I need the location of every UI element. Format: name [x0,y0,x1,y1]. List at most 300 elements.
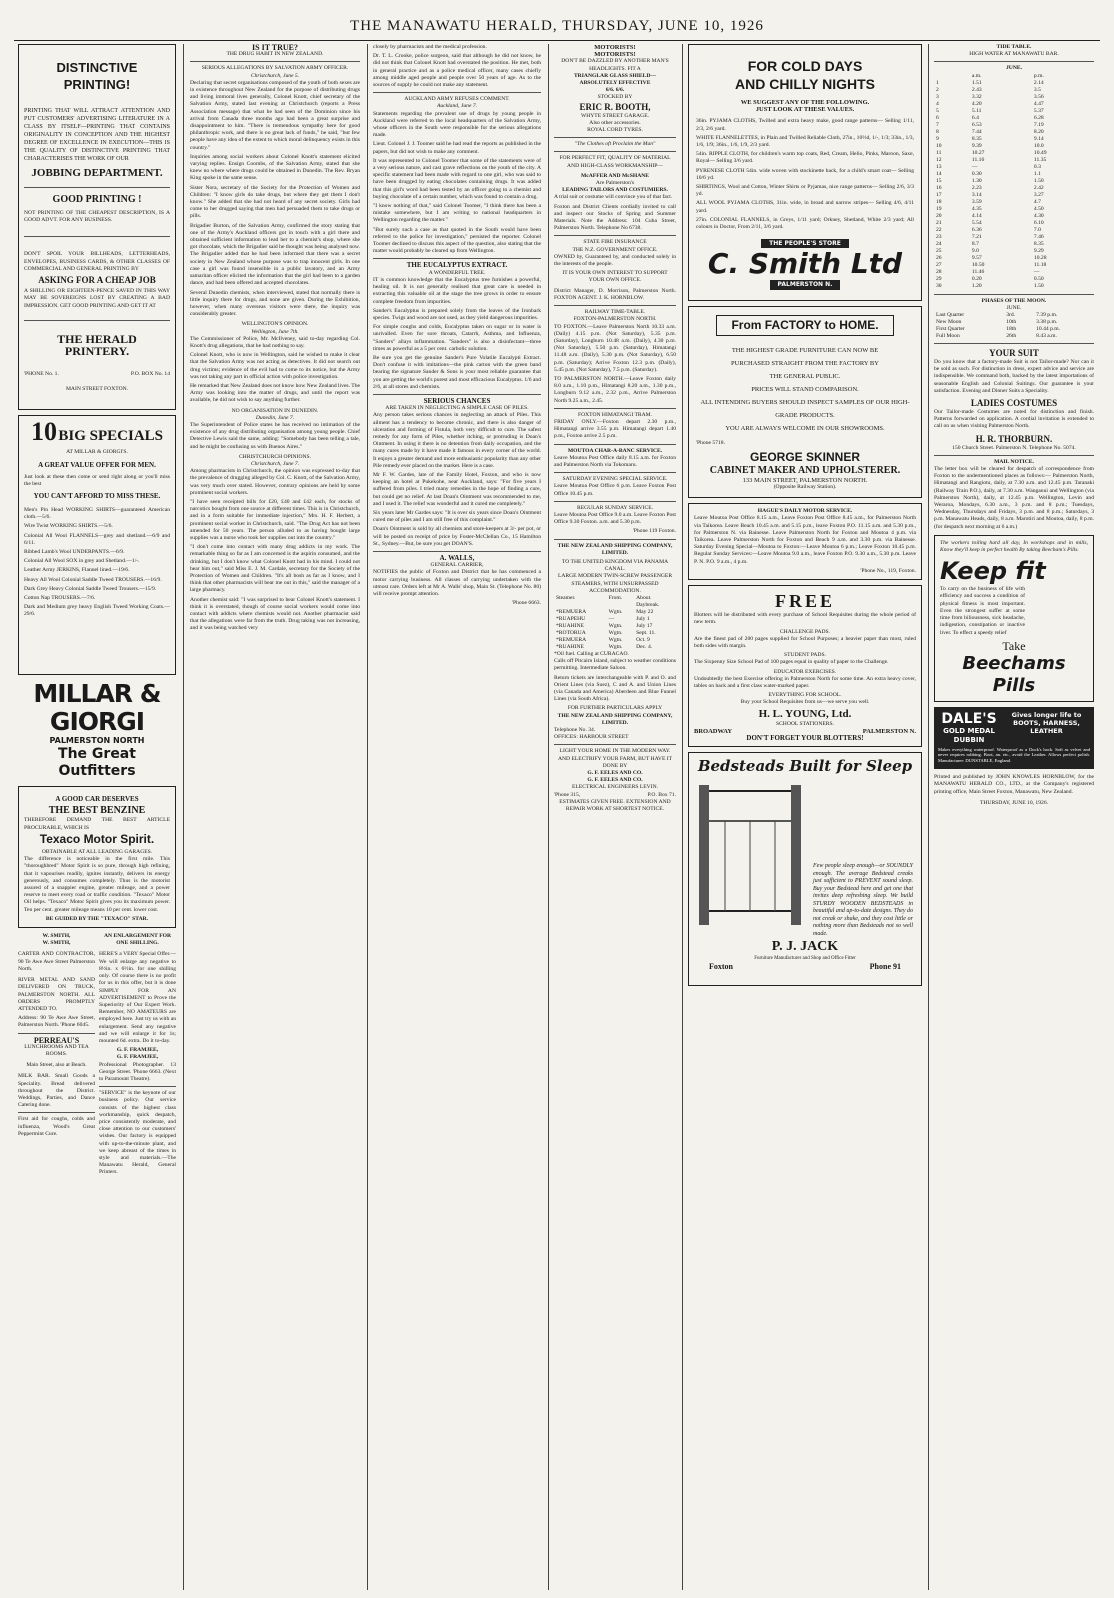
ad-heading: THE BEST BENZINE [48,805,146,817]
table-row [934,185,1094,192]
bedsteads-ad [688,752,922,986]
table-cell: 7 [936,121,939,128]
table-row [934,248,1094,255]
ad-text: FOXTON-PALMERSTON NORTH. [573,316,657,323]
ad-title: GEORGE SKINNER [749,449,860,464]
table-cell: 30 [936,282,942,289]
table-cell: 4.7 [1033,198,1041,205]
ad-text: Makes everything waterproof. Waterproof as a Duck's back. Soft as velvet and never requires rubbing. Boot, an. etc., avoid the Leather. Allows perfect polish. Manufacturer: DUNSTABLE, England. [938,746,1090,763]
table-cell: 2.43 [971,86,982,93]
address-right: PALMERSTON N. [862,727,916,735]
column-header: From. [608,595,623,601]
list-item: Heavy All Wool Colonial Saddle Tweed TROUSERS.—16/9. [24,576,162,583]
article-paragraph: Six years later Mr Gardes says: "It is over six years since Doan's Ointment cured me of piles and I am still free of this complaint." [373,509,541,524]
section-heading: PHASES OF THE MOON. [981,297,1047,304]
contact-row [554,792,676,799]
article-paragraph: Another chemist said: "I was surprised to hear Colonel Knott's statement. I think it is overstated, though of course social workers would come into contact with addicts where chemists would not. Another pharmacist said that the allegations were far from the truth. Drug taking was not increasing, and it was being watched very [190,596,360,632]
table-cell: 10.28 [1033,254,1047,261]
table-cell: 0.30 [971,170,982,177]
table-row [934,192,1094,199]
table-cell: 23 [936,233,942,240]
ad-heading: DON'T FORGET YOUR BLOTTERS! [746,733,864,742]
table-row [934,312,1094,319]
ad-text: ELECTRICAL ENGINEERS LEVIN. [571,784,659,791]
article-paragraph: "I know nothing of that," said Colonel Toomer, "I think there has been a mistake somewhere, but I am writing to national headquarters in Wellington regarding the matter." [373,203,541,224]
table-cell: 6.10 [1033,219,1044,226]
moon-table [934,312,1094,340]
table-cell: 7.0 [1033,226,1041,233]
dales-ad [934,707,1094,770]
table-cell: 11.46 [971,268,985,275]
table-cell: 3.38 p.m. [1036,319,1058,326]
article-body [373,111,541,256]
specials-title: BIG SPECIALS [58,428,164,445]
list-item: Wire Twist WORKING SHIRTS.—5/6. [24,523,113,530]
ad-title: LADIES COSTUMES [970,398,1058,409]
ad-text: 'Phone 6663. [512,600,541,607]
street-text: MAIN STREET FOXTON. [65,386,129,393]
table-row [934,108,1094,115]
ad-text: Telephone No. 34. [554,727,596,734]
table-cell: 0.3 [1033,163,1041,170]
table-row [934,220,1094,227]
table-cell: 1.30 [971,177,982,184]
table-row [554,602,676,609]
table-row [934,206,1094,213]
table-cell: 5.54 [971,219,982,226]
table-cell: 9.39 [971,142,982,149]
list-item: Leather Army JERKINS, Flannel lined.—19/6. [24,567,130,574]
ad-heading: HAGUE'S DAILY MOTOR SERVICE. [757,508,853,515]
ad-heading: AN ENLARGEMENT FOR ONE SHILLING. [103,933,172,947]
table-row [934,255,1094,262]
ad-heading: MOUTOA CHAR-A-BANC SERVICE. [567,447,663,454]
table-header [554,595,676,602]
article-paragraph: "But surely such a case as that quoted in the South would have been referred to the police for investigation," persisted the reporter. Colonel Toomer declined to discuss this aspect of the question, also stating that the matter would probably be cleared up from Wellington. [373,226,541,255]
dateline: Wellington, June 7th. [251,328,299,335]
table-row [934,87,1094,94]
logo-side: Gives longer life to BOOTS, HARNESS, LEATHER [1011,710,1082,735]
specials-ad [18,415,176,675]
contact-row [24,371,170,378]
table-row [934,234,1094,241]
logo-text: C. Smith Ltd [707,247,903,281]
table-cell: 11.18 [1033,261,1047,268]
table-cell: 2.14 [1033,79,1044,86]
ad-text: DON'T SPOIL YOUR BILLHEADS, LETTERHEADS, ENVELOPES, BUSINESS CARDS, & OTHER CLASSES OF COMMERCIAL AND GENERAL PRINTING BY [24,251,170,272]
article-paragraph: Colonel Knott, who is now in Wellington, said he wished to make it clear that the Salvation Army was not acting as detectives. It did not search out drug victims; evidence of the evil had to come to its notice, but the Army was not taking any part in official action with police investigation. [190,352,360,380]
table-cell: 4.30 [1033,212,1044,219]
ad-title: P. J. JACK [771,939,839,955]
table-cell [554,602,607,609]
ad-text: LARGE MODERN TWIN-SCREW PASSENGER STEAMERS, WITH UNSURPASSED ACCOMMODATION. [557,573,673,594]
article-subhead: NO ORGANISATION IN DUNEDIN. [231,407,319,414]
table-row [934,150,1094,157]
table-cell: 2.23 [971,184,982,191]
table-cell: 10 [936,142,942,149]
article-paragraph: Sander's Eucalyptus is prepared solely from the leaves of the Ironbark species. Twigs and wood are not used, as they yield dangerous impurities. [373,307,541,321]
column-header: Steamer. [556,595,576,601]
table-cell: 13 [936,163,942,170]
table-cell: 10.50 [971,261,985,268]
dateline: Dunedin, June 7. [255,414,295,421]
ad-text: PRINTING THAT WILL ATTRACT ATTENTION AND PUT CUSTOMERS' ADVERTISING LITERATURE IN A CLASS BY ITSELF—PRINTING THAT CONTAINS ORIGINALITY IN CONCEPTION AND THE HIGHEST DEGREE OF EXCELLENCE IN EXECUTION—THIS IS THE QUALITY OF DISTINCTIVE PRINTING THAT CHARACTERISES THE WORK OF OUR [24,108,170,162]
table-cell: 8.43 a.m. [1036,333,1057,340]
dateline: Christchurch, June 5. [250,72,300,79]
specials-list [24,507,170,619]
article-body [373,277,541,391]
article-subhead: THE DRUG HABIT IN NEW ZEALAND. [226,51,324,58]
ad-text: (Opposite Railway Station). [773,484,837,491]
ad-title: FOR COLD DAYS [747,58,863,74]
article-paragraph: closely by pharmacists and the medical profession. [373,44,487,50]
table-cell: 29 [936,275,942,282]
table-cell: 1.20 [971,282,982,289]
ad-text: STOCKED BY [597,94,633,101]
column-rule [367,44,368,1590]
list-item: Cotton Nap TROUSERS.—7/6. [24,595,96,602]
logo-text: GOLD MEDAL DUBBIN [943,726,995,744]
column-header: a.m. [971,72,982,79]
dales-row [938,711,1090,745]
table-row [934,333,1094,340]
table-cell: 9.57 [971,254,982,261]
ad-text: 133 MAIN STREET, PALMERSTON NORTH. [742,476,868,484]
article-paragraph: Dr. T. L. Crooke, police surgeon, said that although he did not know, he did not think that Colonel Knott had overstated the position. He met, both in general practice and as a police medical officer, many cases chiefly among middle aged people and people over 50 years of age. As to the sources of supply he could not make any statement. [373,53,541,89]
article-paragraph: Inquiries among social workers about Colonel Knott's statement elicited varying replies. Ensign Coombs, of the Salvation Army, stated that she knew no where where drugs could be obtained in Dunedin. The Rev. Bryan King spoke in the same sense. [190,153,360,182]
ad-text: OWNED by, Guaranteed by, and conducted solely in the interests of the people. [554,253,676,268]
ad-text: The workers toiling hard all day, In workshops and in mills, Know they'll keep in perfect health By taking Beecham's Pills. [940,539,1088,554]
ad-text: Few people sleep enough—or SOUNDLY enough. The average Bedstead creaks just sufficient to PREVENT sound sleep. Buy your Bedstead here and get one that invites deep refreshing sleep. We build STURDY WOODEN BEDSTEADS in beautiful and up-to-date designs. They do not creak or shake, and they cost little or nothing more than Bedsteads not so well made. [813,863,913,937]
table-cell: Wgtn. [608,623,623,629]
ad-heading: CABINET MAKER AND UPHOLSTERER. [709,464,901,476]
table-cell: 21 [936,219,942,226]
ad-text: THE N.Z. GOVERNMENT OFFICE. [572,246,658,253]
table-cell: 11 [936,149,942,156]
ad-title: FREE [774,591,835,612]
article-paragraph: Be sure you get the genuine Sander's Pure Volatile Eucalypti Extract. Don't confuse it with imitations—the pink carton with the green band bearing the signature Sander & Sons is your most reliable guarantee that you are getting the world's purest and most efficacious Eucalyptus. 1/6 and 2/6, at all stores and chemists. [373,354,541,390]
column-rule [928,44,929,1590]
ad-text: Return tickets are interchangeable with P. and O. and Orient Lines (via Suez), C and A. and Union Lines (via Canada and America) Aberdeen and Blue Funnel Lines (via South Africa). [554,674,676,703]
table-row [554,644,676,651]
ad-heading: REGULAR SUNDAY SERVICE. [576,504,654,511]
table-cell: *RUAHINE [556,623,584,629]
ad-text: Take [1002,638,1026,653]
box-text: P.O. BOX No. 14 [130,370,170,377]
list-item: PYRENESE CLOTH 54in. wide woven with stockinette back, for a child's smart coat— Selling 10/6 yd. [696,167,914,181]
printing-ad [18,44,176,410]
ad-text: 'Phone 5718. [696,439,725,446]
ad-text: FRIDAY ONLY.—Foxton depart 2.30 p.m., Himatangi arrive 3.55 p.m. Himatangi depart 1.40 p.m., Foxton arrive 2.5 p.m. [554,418,676,440]
ad-text: To carry on the business of life with efficiency and success a condition of physical fitness is most important. Even the strongest suffer at some time from biliousness, sick headache, indigestion, constipation or inactive liver. To effect a speedy relief [940,586,1025,636]
article-subhead: CHRISTCHURCH OPINIONS. [238,453,312,460]
table-row [934,164,1094,171]
table-cell: 4 [936,100,939,107]
ad-text: Are Palmerston's [595,180,635,187]
table-row [934,241,1094,248]
table-row [934,326,1094,333]
ad-title: Bedsteads Built for Sleep [697,757,913,776]
table-cell [607,602,634,609]
ad-text: SCHOOL STATIONERS. [775,720,835,727]
table-row [934,171,1094,178]
article-paragraph: Brigadier Burton, of the Salvation Army, confirmed the story stating that one of the Army's Auckland officers got in touch with a girl there and obtained sufficient information to lead her to a chemist's shop, where she got chocolate, which the Brigadier said he thought was being analysed now. The Brigadier added that he had been informed that there was a secret society in New Zealand whose purpose was to trap innocent girls. In one case a girl was found insensible in a public lavatory, and an Army samaritan officer elicited the information that the girl had been to a garden dance, and had been offered and accepted chocolates. [190,222,360,287]
ad-text: 150 Church Street. Palmerston N. Telephone No. 5074. [952,444,1076,451]
table-cell: 3.59 [971,198,982,205]
list-item: 36in. PYJAMA CLOTHS, Twilled and extra heavy make, good range patterns— Selling 1/11, 2/3, 2/6 yard. [696,118,914,132]
table-cell: 20 [936,212,942,219]
table-row [934,101,1094,108]
article-paragraph: He remarked that New Zealand does not know how New Zealand lives. The Army was looking into the matter of drugs, and until the report was available, he did not wish to say anything further. [190,382,360,404]
table-row [934,143,1094,150]
table-cell: 26 [936,254,942,261]
section-text: HIGH WATER AT MANAWATU BAR. [969,51,1059,58]
ad-heading: CHALLENGE PADS. [779,628,831,635]
ad-text: TO THE UNITED KINGDOM VIA PANAMA CANAL. [561,558,669,573]
article-paragraph: For simple coughs and colds, Eucalyptus taken on sugar or in water is unrivalled. Even for sore throats, Catarrh, Asthma, and Influenza, "Sanders" allays inflammation. "Sanders" is also a disinfectant—three times as powerful as a 5 per cent. carbolic solution. [373,324,541,352]
table-cell: Wgtn. [608,609,623,615]
table-cell: 3rd. [1006,312,1016,319]
logo-town: PALMERSTON NORTH [49,736,145,746]
table-row [934,262,1094,269]
article-paragraph: Any person takes serious chances in neglecting an attack of Piles. This ailment has a tendency to become chronic, and there is also danger of ulceration and forming of Fistula, both very difficult to cure. The safest remedy for any form of Piles, whether itching, or protruding is Doan's Ointment. In using it there is no detention from daily occupation, and the many cures made by it have made it famous in every corner of the world. It enjoys a greater demand and more enthusiastic popularity than any other Pile remedy ever placed on the market. Here is a case. [373,412,541,469]
article-body [373,412,541,548]
ad-title: AND CHILLY NIGHTS [734,76,875,92]
column-rule [548,44,549,1590]
table-cell: 8.35 [1033,240,1044,247]
ad-heading: EVERYTHING FOR SCHOOL. [768,692,842,699]
list-item: WHITE FLANNELETTES, in Plain and Twilled Reliable Cloth, 27in., 10½d, 1/-, 1/3; 33in., 1/3, 1/6, 1/9; 36in., 1/6, 1/9, 2/3 yard. [696,134,914,149]
table-cell: 3.5 [1033,86,1041,93]
bed-illustration [695,781,805,931]
table-cell: 5.37 [1033,107,1044,114]
masthead: THE MANAWATU HERALD, THURSDAY, JUNE 10, 1926 [350,18,764,34]
table-cell: *RUAHINE [556,644,584,650]
table-cell: 1.50 [1033,282,1044,289]
ad-heading: STATE FIRE INSURANCE [583,239,647,246]
address-row [709,963,901,970]
small-ads-row [18,933,176,1179]
table-cell: 1.51 [971,79,982,86]
logo-text: DALE'S [941,710,997,727]
ad-heading: SATURDAY EVENING SPECIAL SERVICE. [562,476,668,483]
ad-heading: G. F. EELES AND CO. [587,770,643,777]
ad-text: Address: 90 Te Awe Awe Street, Palmerston North. 'Phone 6045. [18,1015,95,1029]
ad-heading: GOOD PRINTING ! [52,194,142,205]
ad-text: 'Phone No., 119, Foxton. [860,567,916,574]
ad-heading: RAILWAY TIME-TABLE. [584,309,646,316]
table-cell: 3.27 [1033,191,1044,198]
small-ads-right [99,933,176,1179]
article-subhead: WELLINGTON'S OPINION. [241,321,309,328]
table-cell: 24 [936,240,942,247]
specials-number: 10 [30,417,57,447]
ad-text: Undoubtedly the best Exercise offering in Palmerston North for some time. An extra heavy cover, tables on back and a first class water-marked paper. [694,675,916,689]
article-body [190,468,360,632]
table-cell: 9.29 [1033,247,1044,254]
table-cell: 7.21 [971,233,982,240]
ad-text: Do you know that a factory-made Suit is not Tailor-made? Nor can it be sold as such. For distinction in dress, expert advice and service are indispensible. We command both, backed by the latest importations of seasonable English and Colonial Suitings. Our guarantee is your satisfaction. Evening and Dinner Suits a Speciality. [934,359,1094,394]
cold-days-ad [688,44,922,301]
price-list [696,118,914,231]
list-item: THE HIGHEST GRADE FURNITURE CAN NOW BE [731,346,879,354]
table-cell: — [608,616,615,622]
table-cell: 9 [936,135,939,142]
table-cell: 7.19 [1033,121,1044,128]
column-4 [554,44,676,1589]
table-row [934,129,1094,136]
table-cell: 3.32 [971,93,982,100]
ad-heading: JUST LOOK AT THESE VALUES. [755,106,855,114]
factory-ad [688,306,922,499]
column-5 [688,44,922,1589]
article-paragraph: The Commissioner of Police, Mr. McIlveney, said to-day regarding Col. Knott's drug allegations, that he had nothing to say. [190,335,360,349]
article-subhead: SERIOUS ALLEGATIONS BY SALVATION ARMY OFFICER. [201,65,349,72]
article-paragraph: "I have seen receipted bills for £20, £40 and £42 each, for stocks of narcotics bought from one source at different times. This is in Christchurch, and in a form suitable for immediate injection," Mrs. H. F. Herbert, a prominent social worker in Christchurch, said. "The Drug Act has not been amended for 50 years. The person alluded to as having bought large supplies was a nurse who took her supplies out into the country." [190,498,360,541]
ad-heading: A. WALLS, [439,554,475,562]
ad-text: A SHILLING OR EIGHTEEN-PENCE SAVED IN THIS WAY MAY BE SOVEREIGNS LOST BY CREATING A BAD IMPRESSION. GET GOOD PRINTING AND GET IT AT [24,288,170,309]
table-cell: 10.49 [1033,149,1047,156]
list-item: Dark and Medium grey heavy English Tweed Working Coats.—29/6. [24,604,170,618]
table-cell: 4.14 [971,212,982,219]
peoples-store-logo [696,239,914,289]
ad-heading: JOBBING DEPARTMENT. [31,167,163,179]
ad-text: TO PALMERSTON NORTH.—Leave Foxton daily 8.0 a.m., 1.10 p.m., Himatangi 8.20 a.m., 1.30 p.m., Longburn 9.12 a.m., 2.32 p.m., Arrive Palmerston North 9.25 a.m., 2.45. [554,375,676,404]
ad-text: HERE'S a VERY Special Offer.—We will enlarge any negative to 8½in. x 6½in. for one shilling only. Of course there is no profit for us in this offer, but it is done SIMPLY FOR AN ADVERTISEMENT to Prove the Superiority of Our Expert Work. Remember, NO AMATEURS are employed here. Just try us with an enlargement. Send any negative and we will enlarge it for 1s; mounted 6d. extra. Do it to-day. [99,951,176,1044]
ad-heading: THE HERALD PRINTERY. [57,331,137,358]
ad-heading: EDUCATOR EXERCISES. [773,668,837,675]
address-left: Foxton [709,962,733,972]
address-right: Phone 91 [869,962,901,972]
table-cell: 16 [936,184,942,191]
ad-heading: STUDENT PADS. [784,652,826,659]
list-item: Ribbed Lamb's Wool UNDERPANTS.—6/9. [24,549,125,556]
table-cell: 10.0 [1033,142,1044,149]
ad-heading: W. SMITH, [42,940,71,947]
ad-text: MILK BAR. Small Goods a Speciality. Bread delivered throughout the District. Weddings, Parties, and Dance Catering done. [18,1073,95,1109]
article-body [373,44,541,89]
ad-heading: G. F. FRAMJEE, [116,1047,159,1054]
table-cell: Last Quarter [936,312,965,319]
table-cell: Oct. 9 [636,637,650,643]
table-row [554,609,676,616]
dateline: Christchurch, June 7. [250,460,300,467]
ad-text: LIGHT YOUR HOME IN THE MODERN WAY. [559,748,671,755]
ad-text: Leave Moutoa Post Office 8.15 a.m., Leave Foxton Post Office 8.45 a.m., for Palmerston North via Taikorea. Leave Beach 10.45 a.m. and 5.15 p.m., leave Foxton P.O. 11.15 a.m. and 5.30 p.m., for Palmerston N. via Bainesse. Leave Palmerston North for Foxton and Moutoa 4 p.m. via Taikorea. Leave Palmerston North for Foxton and Beach 9 a.m. and 3.30 p.m. via Bainesse. Saturday Evening Special—Moutoa to Foxton:—Leave Moutoa 6 p.m.; Leave Foxton 10.45 p.m. Regular Sunday Services:—Leave Moutoa 9.0 a.m., leave Foxton P.O. 9.30 a.m., 5.30 p.m. Leave P. N. P.O. 9 a.m., 4 p.m. [694,515,916,565]
table-cell: First Quarter [936,326,965,333]
article-headline: SERIOUS CHANCES [423,396,491,405]
table-cell: 9.0 [971,247,979,254]
article-paragraph: Among pharmacists in Christchurch, the opinion was expressed to-day that the prevalence of drugging alleged by Col. C. Knott, of the Salvation Army, was very much over stated. However, contrary opinions are held by some prominent social workers. [190,468,360,496]
imprint-date: THURSDAY, JUNE 10, 1926. [979,799,1049,806]
table-cell: 4.47 [1033,100,1044,107]
table-row [934,227,1094,234]
ad-text: Main Street, also at Beach. [26,1062,87,1069]
table-row [934,178,1094,185]
table-cell: 5.11 [971,107,982,114]
ad-heading: ERIC R. BOOTH, [579,101,651,112]
column-header: p.m. [1033,72,1044,79]
ad-text: ESTIMATES GIVEN FREE. EXTENSION AND REPAIR WORK AT SHORTEST NOTICE. [559,798,671,813]
table-cell: New Moon [936,319,962,326]
table-cell: Wgtn. [608,644,623,650]
table-cell: 0.50 [1033,275,1044,282]
ad-heading: G. F. FRAMJEE, [116,1054,159,1061]
ad-heading: BE GUIDED BY THE "TEXACO" STAR. [45,915,149,922]
table-cell: *RUAPEHU [556,616,586,622]
table-cell: 8.20 [1033,128,1044,135]
table-cell: 4.50 [1033,205,1044,212]
box-text: P.O. Box 71. [647,791,676,798]
ad-title: Beechams Pills [962,652,1066,696]
article-paragraph: The Superintendent of Police states he has received no intimation of the existence of any drug distributing organisation among young people. Chief Detective Lewis said the same, adding: "Somebody has been telling a tale, and he might be confusing us with Buenos Aires." [190,421,360,450]
table-cell: 28 [936,268,942,275]
article-paragraph: Statements regarding the prevalent use of drugs by young people in Auckland were referred to the local headquarters of the Salvation Army, whose officers in the South were responsible for the serious allegations made. [373,110,541,139]
texaco-ad [18,786,176,928]
table-cell: 6.4 [971,114,979,121]
ad-text: AT MILLAR & GIORGI'S. [66,449,128,456]
ad-text: The Sixpenny Size School Pad of 100 pages equal in quality of paper to the Challenge. [694,659,889,666]
table-row [934,319,1094,326]
article-paragraph: It was represented to Colonel Toomer that some of the statements were of a very serious nature, and cast grave reflections on the youth of the city. A specific statement had been made with regard to one girl, who was said to have been drugged by eating chocolates containing drugs. It was added that this girl's word had been tested by an officer going to a chemist and buying chocolate of a certain number, which was found to contain a drug. [373,157,541,200]
column-header: About. [636,595,652,601]
table-cell: 17 [936,191,942,198]
ad-text: Just look at these then come or send right along or you'll miss the best [24,473,170,487]
table-row [934,213,1094,220]
ad-text: NOTIFIES the public of Foxton and District that he has commenced a motor carrying business. All classes of carrying undertaken with the utmost care. Orders left at Mr A. Walls' shop, Main St. (Telephone No. 80) will receive prompt attention. [373,569,541,598]
table-cell: 10.27 [971,149,985,156]
ad-title: DISTINCTIVE PRINTING! [56,60,138,92]
ad-text: First aid for coughs, colds and influenza, Wood's Great Peppermint Cure. [18,1116,95,1137]
ad-text: ROYAL CORD TYRES. [587,127,643,134]
list-item: PURCHASED STRAIGHT FROM THE FACTORY BY [731,359,879,367]
ad-text: Professional Photographer. 13 George Street. 'Phone 6663. (Next to Paramount Theatre). [99,1061,176,1082]
ad-text: Buy your School Requisites from us—we serve you well. [740,699,870,706]
table-cell: 11.16 [971,156,985,163]
column-rule [183,44,184,1590]
list-item: SHIRTINGS, Wool and Cotton, Winter Shirts or Pyjamas, nice range patterns— Selling 2/6, 3/3 yd. [696,184,914,198]
ad-text: THEREFORE DEMAND THE BEST ARTICLE PROCURABLE, WHICH IS [24,817,170,831]
article-paragraph: Lieut. Colonel J. J. Toomer said he had read the reports as published in the papers, but did not wish to make any comment. [373,141,541,155]
ad-heading: FOXTON HIMATANGI TRAM. [577,411,653,418]
table-row [934,283,1094,290]
ad-heading: ABSOLUTELY EFFECTIVE [579,80,651,87]
ad-heading: MOTORISTS! [594,51,636,59]
article-paragraph: "I don't come into contact with many drug addicts in my work. The remarkable thing so far as I am concerned is the aspirin consumed, and the drinking, but I don't know what Colonel Knott had in his mind. I could not hear him out," said Miss E. J. M. Cardale, secretary for the Society of the Protection of Women and Children. "It's all bosh as far as I know, and I think that other pharmacists will bear me out in this," said the manager of a large pharmacy. [190,544,360,594]
article-paragraph: Mr F. W. Gardes, late of the Family Hotel, Foxton, and who is now keeping an hotel at Pukekohe, near Auckland, says: "For five years I suffered from piles. I tried many remedies in the hope of finding a cure, but could get no relief. At last Doan's Ointment was recommended to me, and I used it. The relief was wonderful and it cured me completely." [373,471,541,507]
section-heading: TIDE TABLE. [996,44,1032,50]
table-cell: 8.7 [971,240,979,247]
table-row [934,276,1094,283]
ad-text: WHYTE STREET GARAGE. [580,112,650,119]
ad-text: AND ELECTRIFY YOUR FARM, BUT HAVE IT DONE BY [557,755,673,769]
list-item: YOU ARE ALWAYS WELCOME IN OUR SHOWROOMS. [725,424,885,432]
phone-text: 'Phone 315, [554,791,581,798]
ad-text: FOR FURTHER PARTICULARS APPLY [567,705,663,712]
list-item: 54in. RIPPLE CLOTH, for children's warm top coats, Red, Cream, Helio, Pinks, Maroon, Saxe, Royal— Selling 3/6 yard. [696,151,914,165]
ad-text: The letter box will be cleared for despatch of correspondence from Foxton to the undermentioned places as follows:— Palmerston North, Himatangi and Rangiotu, daily, at 7.30 a.m. and 12.45 p.m. Taranaki (Railway Train P.O.), daily, at 7.30 a.m. Wanganui and Wellington (via Palmerston North), daily, at 12.45 p.m. Wellington, Levin and Weraroa, Mondays, 6.30 a.m., 3 p.m. and 8 p.m.; Tuesdays, Wednesday, Thursdays and Fridays, 3 p.m. and 8 p.m.; Saturdays, 3 p.m. Manawatu Heads, daily, 8 a.m. Marotiri and Moutoa, daily, 8 p.m. (for despatch next morning at 6 a.m.) [934,466,1094,530]
ad-heading: ASKING FOR A CHEAP JOB [38,275,156,286]
ad-title: YOUR SUIT [989,348,1039,359]
ad-heading: W. SMITH, [42,933,71,940]
column-1 [18,44,176,1589]
article-paragraph: Several Dunedin chemists, when interviewed, stated that normally there is little inquiry there for drugs, and none are given. During the Exhibition, however, when many overseas visitors were there, the inquiry was considerably greater. [190,289,360,318]
table-cell: 19 [936,205,942,212]
article-paragraph: IT is common knowledge that the Eucalyptus tree furnishes a powerful, healing oil. It is not generally realised that great care is needed in extracting this valuable oil at the stage the tree grows in order to ensure complete freedom from impurities. [373,276,541,305]
table-cell: 8.35 [971,135,982,142]
column-2 [190,44,360,1589]
article-paragraph: Declaring that secret organisations composed of the youth of both sexes are in existence throughout New Zealand for the purpose of distributing drugs and living immoral lives generally, Colonel Knott, chief secretary of the Salvation Army, stated last evening at Christchurch (reports a Press Association message) that what he had seen of the Dominion since his arrival from Canada three months ago had been a great surprise and disappointment to him. "There is tremendous sympathy here for good philanthropic work, and there is no great lack of funds," he said, "but few people have any idea of the extent to which moral delinquency exists in this country." [190,79,360,151]
